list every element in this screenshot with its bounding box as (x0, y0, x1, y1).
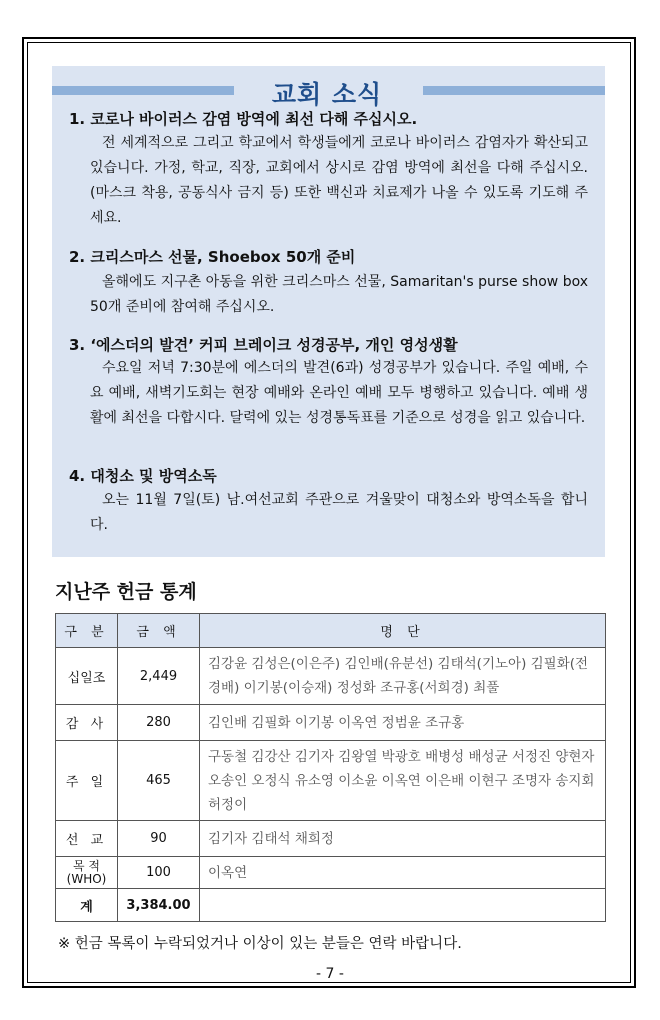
row-names: 김기자 김태석 채희정 (200, 821, 606, 857)
church-news-section (52, 66, 605, 557)
row-amount: 465 (118, 741, 200, 821)
title-bar-left (52, 86, 234, 95)
column-header-category: 구 분 (56, 614, 118, 648)
news-item-body: 전 세계적으로 그리고 학교에서 학생들에게 코로나 바이러스 감염자가 확산되고 있습니다. 가정, 학교, 직장, 교회에서 상시로 감염 방역에 최선을 다해 주십시오. (마스크 착용, 공동식사 금지 등) 또한 백신과 치료제가 나올 수 있도록 기도해 주세요. (90, 135, 588, 226)
row-category: 선 교 (56, 821, 118, 857)
row-names: 김인배 김필화 이기봉 이옥연 정범윤 조규홍 (200, 705, 606, 741)
row-category: 주 일 (56, 741, 118, 821)
total-label: 계 (56, 889, 118, 922)
table-row (56, 741, 606, 821)
row-names: 구동철 김강산 김기자 김왕열 박광호 배병성 배성균 서정진 양현자 오송인 오정식 유소영 이소윤 이옥연 이은배 이현구 조명자 송지회 허정이 (200, 741, 606, 821)
news-item-heading: 1. 코로나 바이러스 감염 방역에 최선 다해 주십시오. (69, 110, 418, 128)
offering-section-title: 지난주 헌금 통계 (55, 581, 197, 603)
table-row (56, 857, 606, 889)
table-row (56, 705, 606, 741)
row-names: 김강윤 김성은(이은주) 김인배(유분선) 김태석(기노아) 김필화(전경배) 이기봉(이승재) 정성화 조규홍(서희경) 최풀 (200, 648, 606, 705)
offering-table (55, 613, 606, 922)
row-amount: 100 (118, 857, 200, 889)
news-title: 교회 소식 (271, 80, 383, 109)
column-header-amount: 금 액 (118, 614, 200, 648)
news-item-body: 오는 11월 7일(토) 남.여선교회 주관으로 겨울맞이 대청소와 방역소독을 합니다. (90, 492, 588, 533)
row-names: 이옥연 (200, 857, 606, 889)
table-row (56, 648, 606, 705)
row-amount: 90 (118, 821, 200, 857)
row-amount: 280 (118, 705, 200, 741)
row-category: 십일조 (56, 648, 118, 705)
total-amount: 3,384.00 (118, 889, 200, 922)
news-title-row (52, 76, 605, 109)
news-item-body: 올해에도 지구촌 아동을 위한 크리스마스 선물, Samaritan's purse show box 50개 준비에 참여해 주십시오. (90, 274, 588, 315)
row-amount: 2,449 (118, 648, 200, 705)
row-category: 목 적 (WHO) (56, 857, 118, 889)
offering-note: ※ 헌금 목록이 누락되었거나 이상이 있는 분들은 연락 바랍니다. (58, 936, 462, 952)
page-number: - 7 - (316, 966, 344, 982)
row-category: 감 사 (56, 705, 118, 741)
table-total-row (56, 889, 606, 922)
column-header-names: 명 단 (200, 614, 606, 648)
table-header-row (56, 614, 606, 648)
news-item-heading: 3. ‘에스더의 발견’ 커피 브레이크 성경공부, 개인 영성생활 (69, 336, 458, 354)
title-bar-right (423, 86, 605, 95)
table-row (56, 821, 606, 857)
news-item-heading: 4. 대청소 및 방역소독 (69, 467, 217, 485)
news-item-body: 수요일 저녁 7:30분에 에스더의 발견(6과) 성경공부가 있습니다. 주일 예배, 수요 예배, 새벽기도회는 현장 예배와 온라인 예배 모두 병행하고 있습니다. 예배 생활에 최선을 다합시다. 달력에 있는 성경통독표를 기준으로 성경을 읽고 있습니다. (90, 360, 588, 426)
news-item-heading: 2. 크리스마스 선물, Shoebox 50개 준비 (69, 248, 356, 266)
total-names-empty (200, 889, 606, 922)
